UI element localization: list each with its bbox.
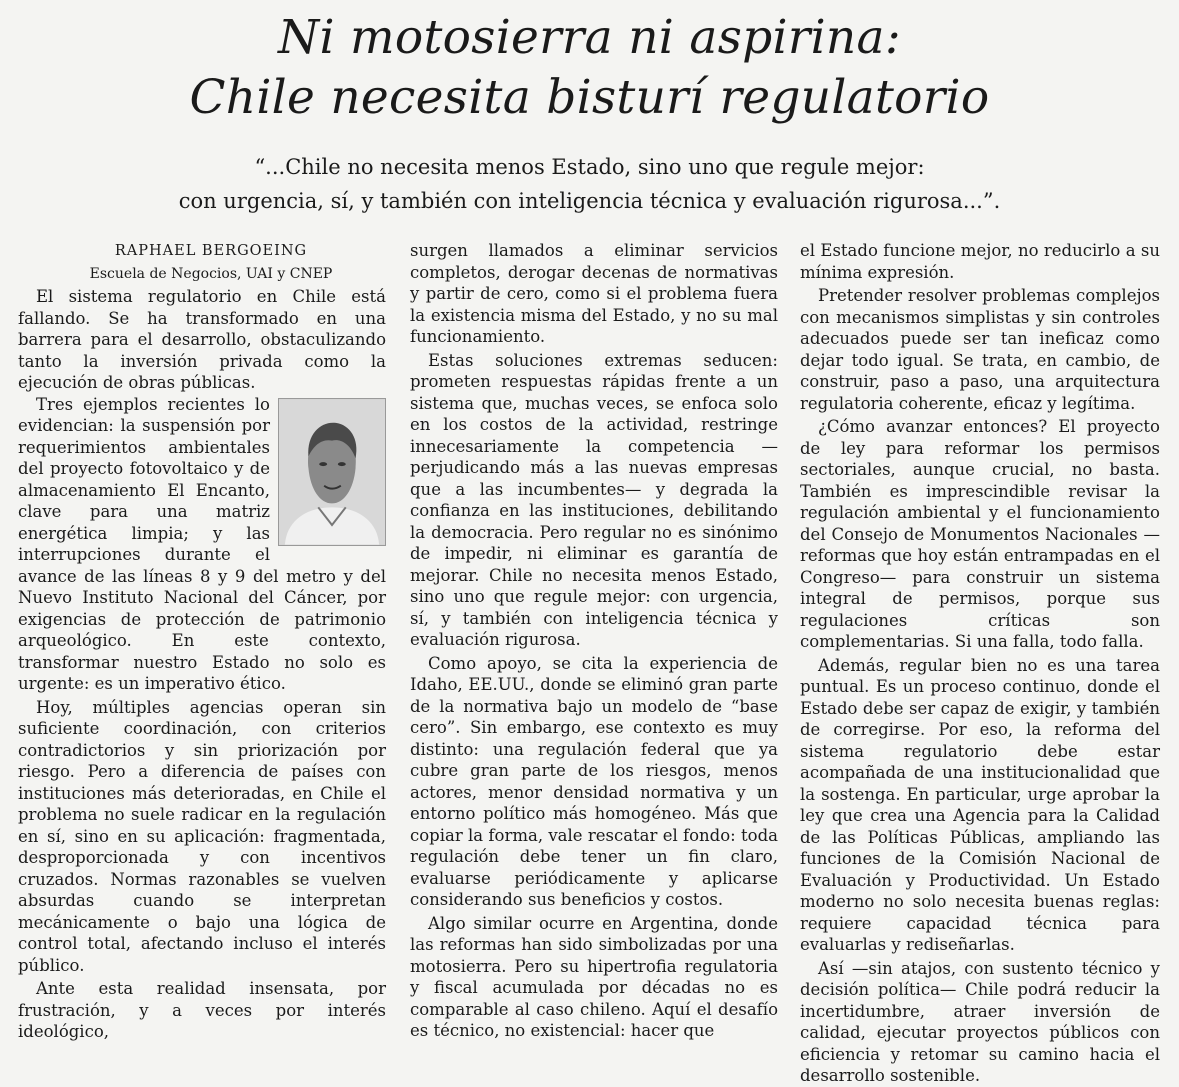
paragraph-5: Estas soluciones extremas seducen: prometen respuestas rápidas frente a un sistema que, muchas veces, se enfoca solo en los costos de la actividad, restringe innecesariamente la competencia —perjudicando más a las nuevas empresas que a las incumbentes— y degrada la confianza en las instituciones, debilitando la democracia. Pero regular no es sinónimo de impedir, ni eliminar es garantía de mejorar. Chile no necesita menos Estado, sino uno que regule mejor: con urgencia, sí, y también con inteligencia técnica y evaluación rigurosa. xyxy=(410,350,778,649)
author-byline: RAPHAEL BERGOEING xyxy=(114,243,308,259)
pull-quote-line-2: con urgencia, sí, y también con inteligencia técnica y evaluación rigurosa...”. xyxy=(178,189,1001,213)
column-3 xyxy=(800,240,1160,1085)
paragraph-3: Hoy, múltiples agencias operan sin suficiente coordinación, con criterios contradictorios y sin priorización por riesgo. Pero a diferencia de países con instituciones más deterioradas, en Chile el problema no suele radicar en la regulación en sí, sino en su aplicación: fragmentada, desproporcionada y con incentivos cruzados. Normas razonables se vuelven absurdas cuando se interpretan mecánicamente o bajo una lógica de control total, afectando incluso el interés público. xyxy=(18,697,386,975)
column-1 xyxy=(18,240,386,1041)
paragraph-7-continued: el Estado funcione mejor, no reducirlo a su mínima expresión. xyxy=(800,241,1160,282)
portrait-image xyxy=(279,399,385,545)
paragraph-4: Ante esta realidad insensata, por frustración, y a veces por interés ideológico, xyxy=(18,979,386,1041)
headline-line-2: Chile necesita bisturí regulatorio xyxy=(189,70,990,125)
author-portrait xyxy=(278,398,386,546)
paragraph-10: Además, regular bien no es una tarea puntual. Es un proceso continuo, donde el Estado debe ser capaz de exigir, y también de corregirse. Por eso, la reforma del sistema regulatorio debe estar acompañada de una institucionalidad que la sostenga. En particular, urge aprobar la ley que crea una Agencia para la Calidad de las Políticas Públicas, ampliando las funciones de la Comisión Nacional de Evaluación y Productividad. Un Estado moderno no solo necesita buenas reglas: requiere capacidad técnica para evaluarlas y rediseñarlas. xyxy=(800,655,1160,954)
paragraph-2: Tres ejemplos recientes lo evidencian: la suspensión por requerimientos ambientales del proyecto fotovoltaico y de almacenamiento El Encanto, clave para una matriz energética limpia; y las interrupciones durante el avance de las líneas 8 y 9 del metro y del Nuevo Instituto Nacional del Cáncer, por exigencias de protección de patrimonio arqueológico. En este contexto, transformar nuestro Estado no solo es urgente: es un imperativo ético. xyxy=(18,394,386,693)
pull-quote-line-1: “...Chile no necesita menos Estado, sino uno que regule mejor: xyxy=(254,155,925,179)
paragraph-7: Algo similar ocurre en Argentina, donde las reformas han sido simbolizadas por una motosierra. Pero su hipertrofia regulatoria y fiscal acumulada por décadas no es comparable al caso chileno. Aquí el desafío es técnico, no existencial: hacer que xyxy=(410,913,778,1040)
paragraph-8: Pretender resolver problemas complejos con mecanismos simplistas y sin controles adecuados puede ser tan ineficaz como dejar todo igual. Se trata, en cambio, de construir, paso a paso, una arquitectura regulatoria coherente, eficaz y legítima. xyxy=(800,286,1160,413)
paragraph-9: ¿Cómo avanzar entonces? El proyecto de ley para reformar los permisos sectoriales, aunque crucial, no basta. También es imprescindible revisar la regulación ambiental y el funcionamiento del Consejo de Monumentos Nacionales —reformas que hoy están entrampadas en el Congreso— para construir un sistema integral de permisos, porque sus regulaciones críticas son complementarias. Si una falla, todo falla. xyxy=(800,417,1160,651)
headline xyxy=(0,8,1179,128)
paragraph-4-continued: surgen llamados a eliminar servicios completos, derogar decenas de normativas y partir de cero, como si el problema fuera la existencia misma del Estado, y no su mal funcionamiento. xyxy=(410,241,778,346)
column-2 xyxy=(410,240,778,1040)
author-affiliation: Escuela de Negocios, UAI y CNEP xyxy=(89,266,333,282)
paragraph-1: El sistema regulatorio en Chile está fallando. Se ha transformado en una barrera para el desarrollo, obstaculizando tanto la inversión privada como la ejecución de obras públicas. xyxy=(18,287,386,392)
paragraph-6: Como apoyo, se cita la experiencia de Idaho, EE.UU., donde se eliminó gran parte de la normativa bajo un modelo de “base cero”. Sin embargo, ese contexto es muy distinto: una regulación federal que ya cubre gran parte de los riesgos, menos actores, menor densidad normativa y un entorno político más homogéneo. Más que copiar la forma, vale rescatar el fondo: toda regulación debe tener un fin claro, evaluarse periódicamente y aplicarse considerando sus beneficios y costos. xyxy=(410,653,778,909)
pull-quote xyxy=(0,150,1179,218)
headline-line-1: Ni motosierra ni aspirina: xyxy=(278,10,901,65)
paragraph-11: Así —sin atajos, con sustento técnico y decisión política— Chile podrá reducir la incertidumbre, atraer inversión de calidad, ejecutar proyectos públicos con eficiencia y retomar su camino hacia el desarrollo sostenible. xyxy=(800,958,1160,1085)
